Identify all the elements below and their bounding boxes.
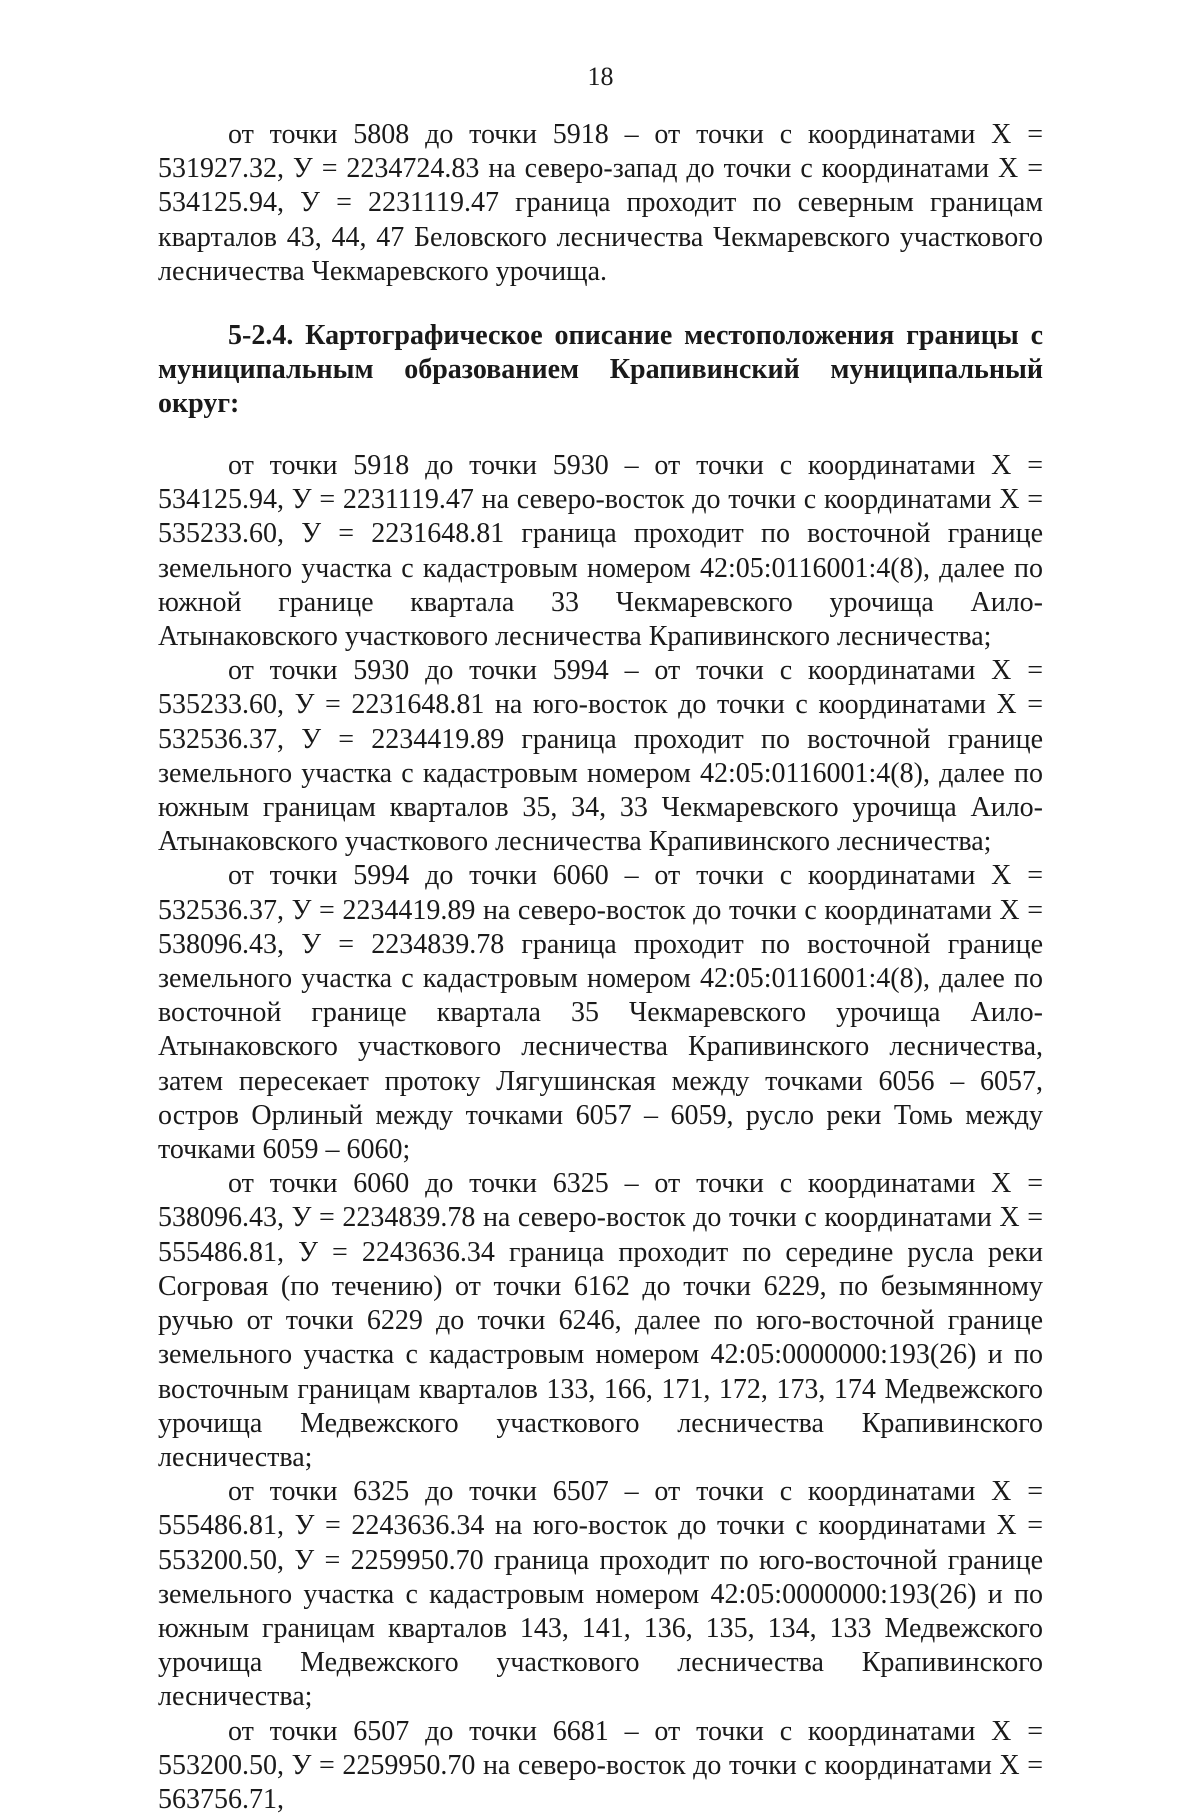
section-body [158,449,1043,1817]
boundary-paragraph: от точки 5994 до точки 6060 – от точки с координатами Х = 532536.37, У = 2234419.89 на северо-восток до точки с координатами Х = 538096.43, У = 2234839.78 граница проходит по восточной границе земельного участка с кадастровым номером 42:05:0116001:4(8), далее по восточной границе квартала 35 Чекмаревского урочища Аило-Атынаковского участкового лесничества Крапивинского лесничества, затем пересекает протоку Лягушинская между точками 6056 – 6057, остров Орлиный между точками 6057 – 6059, русло реки Томь между точками 6059 – 6060; [158,860,1043,1166]
document-page [158,62,1043,1817]
boundary-paragraph: от точки 6060 до точки 6325 – от точки с координатами Х = 538096.43, У = 2234839.78 на северо-восток до точки с координатами Х = 555486.81, У = 2243636.34 граница проходит по середине русла реки Согровая (по течению) от точки 6162 до точки 6229, по безымянному ручью от точки 6229 до точки 6246, далее по юго-восточной границе земельного участка с кадастровым номером 42:05:0000000:193(26) и по восточным границам кварталов 133, 166, 171, 172, 173, 174 Медвежского урочища Медвежского участкового лесничества Крапивинского лесничества; [158,1168,1043,1473]
boundary-paragraph: от точки 5930 до точки 5994 – от точки с координатами Х = 535233.60, У = 2231648.81 на юго-восток до точки с координатами Х = 532536.37, У = 2234419.89 граница проходит по восточной границе земельного участка с кадастровым номером 42:05:0116001:4(8), далее по южным границам кварталов 35, 34, 33 Чекмаревского урочища Аило-Атынаковского участкового лесничества Крапивинского лесничества; [158,655,1043,858]
boundary-paragraph: от точки 5918 до точки 5930 – от точки с координатами Х = 534125.94, У = 2231119.47 на северо-восток до точки с координатами Х = 535233.60, У = 2231648.81 граница проходит по восточной границе земельного участка с кадастровым номером 42:05:0116001:4(8), далее по южной границе квартала 33 Чекмаревского урочища Аило-Атынаковского участкового лесничества Крапивинского лесничества; [158,450,1043,653]
boundary-paragraph: от точки 6507 до точки 6681 – от точки с координатами Х = 553200.50, У = 2259950.70 на северо-восток до точки с координатами Х = 563756.71, [158,1715,1043,1815]
intro-paragraph: от точки 5808 до точки 5918 – от точки с координатами Х = 531927.32, У = 2234724.83 на северо-запад до точки с координатами Х = 534125.94, У = 2231119.47 граница проходит по северным границам кварталов 43, 44, 47 Беловского лесничества Чекмаревского участкового лесничества Чекмаревского урочища. [158,119,1043,287]
page-number: 18 [587,62,614,91]
boundary-paragraph: от точки 6325 до точки 6507 – от точки с координатами Х = 555486.81, У = 2243636.34 на юго-восток до точки с координатами Х = 553200.50, У = 2259950.70 граница проходит по юго-восточной границе земельного участка с кадастровым номером 42:05:0000000:193(26) и по южным границам кварталов 143, 141, 136, 135, 134, 133 Медвежского урочища Медвежского участкового лесничества Крапивинского лесничества; [158,1476,1043,1713]
section-heading: 5-2.4. Картографическое описание местоположения границы с муниципальным образованием Крапивинский муниципальный округ: [158,320,1043,420]
